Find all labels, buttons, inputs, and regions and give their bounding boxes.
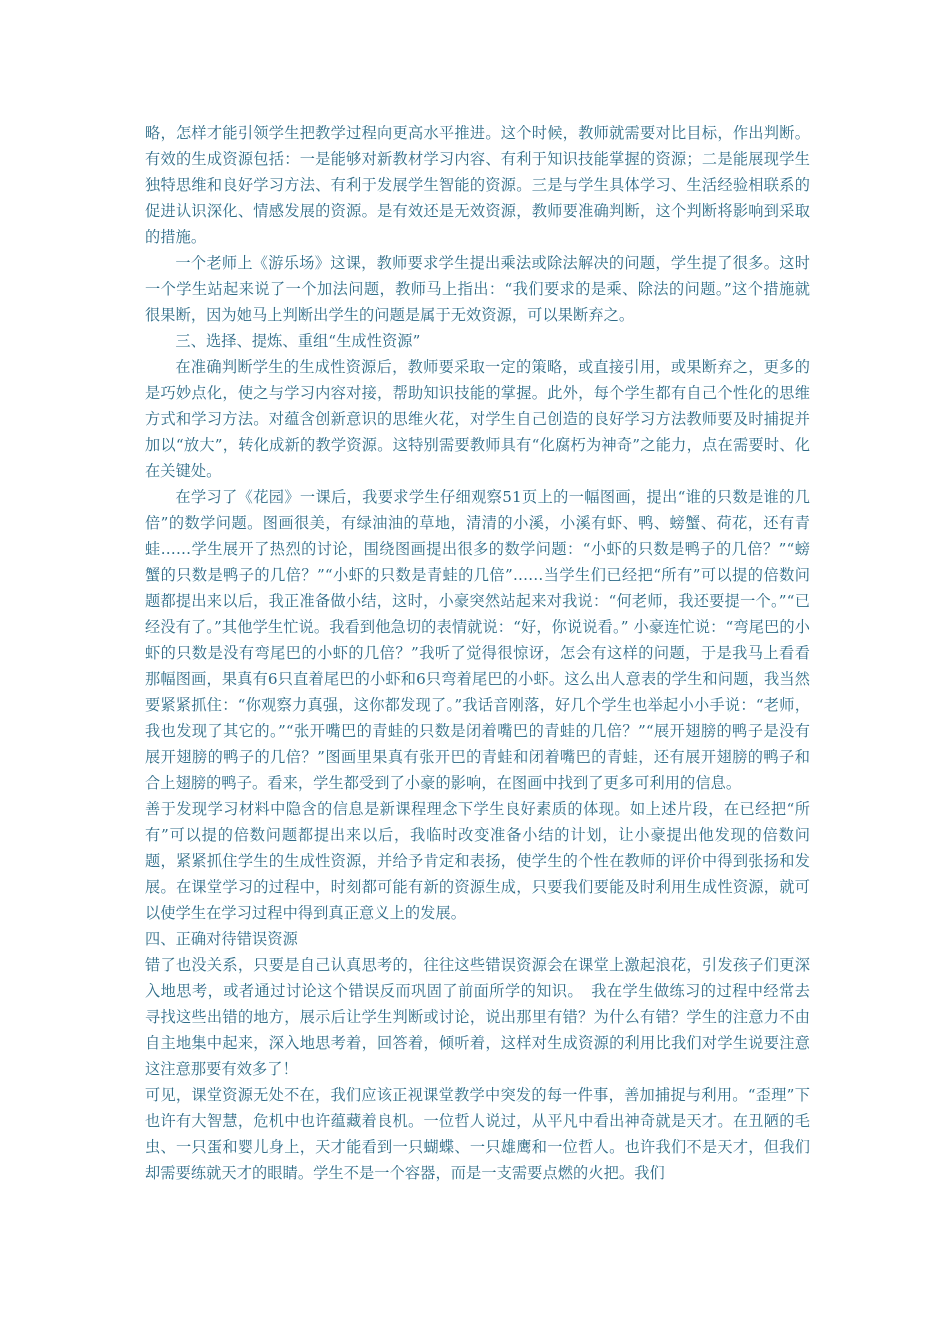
paragraph-conclusion: 可见，课堂资源无处不在，我们应该正视课堂教学中突发的每一件事，善加捕捉与利用。“歪理”下也许有大智慧，危机中也许蕴藏着良机。一位哲人说过，从平凡中看出神奇就是天才。在丑陋的毛虫、一只蛋和婴儿身上，天才能看到一只蝴蝶、一只雄鹰和一位哲人。也许我们不是天才，但我们却需要练就天才的眼睛。学生不是一个容器，而是一支需要点燃的火把。我们 <box>145 1086 810 1182</box>
document-body <box>145 120 810 1186</box>
section-heading-error-resources: 四、正确对待错误资源 <box>145 930 298 948</box>
paragraph-errors-ok: 错了也没关系，只要是自己认真思考的，往往这些错误资源会在课堂上激起浪花，引发孩子们更深入地思考，或者通过讨论这个错误反而巩固了前面所学的知识。 我在学生做练习的过程中经常去寻找这些出错的地方，展示后让学生判断或讨论，说出那里有错？为什么有错？学生的注意力不由自主地集中起来，深入地思考着，回答着，倾听着，这样对生成资源的利用比我们对学生说要注意这注意那要有效多了！ <box>145 956 810 1078</box>
section-heading-select-refine: 三、选择、提炼、重组“生成性资源” <box>175 332 421 350</box>
paragraph-garden-lesson: 在学习了《花园》一课后，我要求学生仔细观察51页上的一幅图画，提出“谁的只数是谁的几倍”的数学问题。图画很美，有绿油油的草地，清清的小溪，小溪有虾、鸭、螃蟹、荷花，还有青蛙……学生展开了热烈的讨论，围绕图画提出很多的数学问题：“小虾的只数是鸭子的几倍？”“螃蟹的只数是鸭子的几倍？”“小虾的只数是青蛙的几倍”……当学生们已经把“所有”可以提的倍数问题都提出来以后，我正准备做小结，这时，小豪突然站起来对我说：“何老师，我还要提一个。”“已经没有了。”其他学生忙说。我看到他急切的表情就说：“好，你说说看。” 小豪连忙说：“弯尾巴的小虾的只数是没有弯尾巴的小虾的几倍？”我听了觉得很惊讶，怎会有这样的问题，于是我马上看看那幅图画，果真有6只直着尾巴的小虾和6只弯着尾巴的小虾。这么出人意表的学生和问题，我当然要紧紧抓住：“你观察力真强，这你都发现了。”我话音刚落，好几个学生也举起小小手说：“老师，我也发现了其它的。”“张开嘴巴的青蛙的只数是闭着嘴巴的青蛙的几倍？”“展开翅膀的鸭子是没有展开翅膀的鸭子的几倍？”图画里果真有张开巴的青蛙和闭着嘴巴的青蛙，还有展开翅膀的鸭子和合上翅膀的鸭子。看来，学生都受到了小豪的影响，在图画中找到了更多可利用的信息。 <box>145 488 810 792</box>
paragraph-strategy: 在准确判断学生的生成性资源后，教师要采取一定的策略，或直接引用，或果断弃之，更多的是巧妙点化，使之与学习内容对接，帮助知识技能的掌握。此外，每个学生都有自己个性化的思维方式和学习方法。对蕴含创新意识的思维火花，对学生自己创造的良好学习方法教师要及时捕捉并加以“放大”，转化成新的教学资源。这特别需要教师具有“化腐朽为神奇”之能力，点在需要时、化在关键处。 <box>145 358 810 480</box>
paragraph-discovery-reflection: 善于发现学习材料中隐含的信息是新课程理念下学生良好素质的体现。如上述片段，在已经把“所有”可以提的倍数问题都提出来以后，我临时改变准备小结的计划，让小豪提出他发现的倍数问题，紧紧抓住学生的生成性资源，并给予肯定和表扬，使学生的个性在教师的评价中得到张扬和发展。在课堂学习的过程中，时刻都可能有新的资源生成，只要我们要能及时利用生成性资源，就可以使学生在学习过程中得到真正意义上的发展。 <box>145 800 810 922</box>
paragraph-playground-example: 一个老师上《游乐场》这课，教师要求学生提出乘法或除法解决的问题，学生提了很多。这时一个学生站起来说了一个加法问题，教师马上指出：“我们要求的是乘、除法的问题。”这个措施就很果断，因为她马上判断出学生的问题是属于无效资源，可以果断弃之。 <box>145 254 810 324</box>
paragraph-effective-resources: 略，怎样才能引领学生把教学过程向更高水平推进。这个时候，教师就需要对比目标，作出判断。有效的生成资源包括：一是能够对新教材学习内容、有利于知识技能掌握的资源；二是能展现学生独特思维和良好学习方法、有利于发展学生智能的资源。三是与学生具体学习、生活经验相联系的促进认识深化、情感发展的资源。是有效还是无效资源，教师要准确判断，这个判断将影响到采取的措施。 <box>145 124 810 246</box>
